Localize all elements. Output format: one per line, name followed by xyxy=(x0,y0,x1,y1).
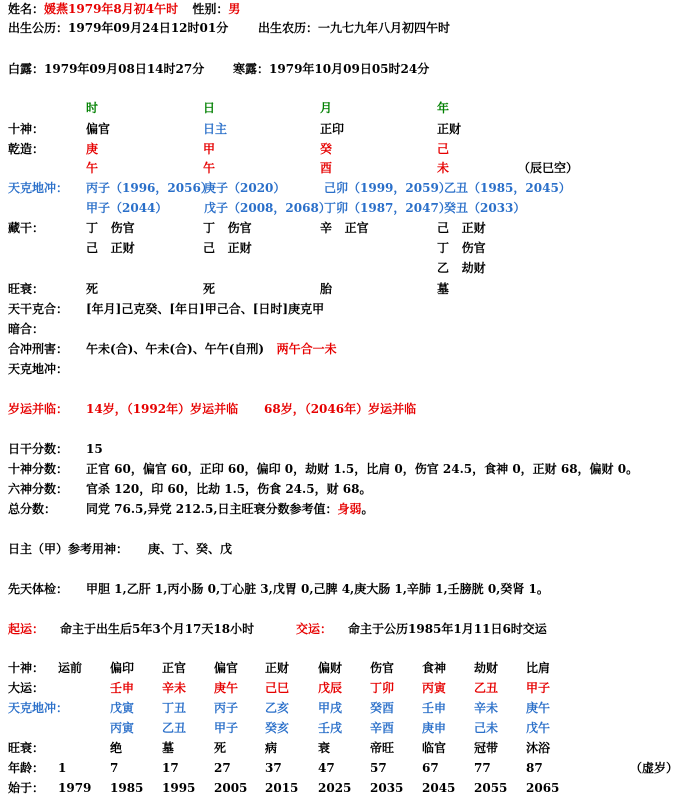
canggan-gan: 丁 xyxy=(437,241,450,255)
shishen-hour: 偏官 xyxy=(86,122,111,136)
suiyun-item: 68岁，（2046年）岁运并临 xyxy=(264,402,417,416)
canggan-year xyxy=(437,221,486,276)
canggan-day xyxy=(203,221,252,256)
dayun-start-label: 始于： xyxy=(8,781,45,795)
dayun-ganzhi-cell: 乙丑 xyxy=(474,681,499,695)
dayun-shishen-cell: 偏印 xyxy=(110,661,135,675)
dayun-shishen-cell: 劫财 xyxy=(474,661,499,675)
hechong-label: 合冲刑害： xyxy=(8,342,69,356)
suiyun-label: 岁运并临： xyxy=(8,402,69,416)
jiaoyun-label: 交运： xyxy=(296,622,333,636)
dayun-age-cell: 7 xyxy=(110,761,119,775)
tkdc-line1-item: 乙丑（1985，2045） xyxy=(444,181,571,195)
solar-label: 出生公历： xyxy=(8,21,69,35)
dayun-ganzhi-cell: 辛未 xyxy=(162,681,187,695)
dayun-ganzhi-cell: 丁卯 xyxy=(370,681,395,695)
liushen-score-label: 六神分数： xyxy=(8,482,69,496)
gender-label: 性别： xyxy=(192,2,229,16)
tiangan-value: [年月]己克癸、[年日]甲己合、[日时]庚克甲 xyxy=(86,302,325,316)
total-score-value: 同党 76.5,异党 212.5,日主旺衰分数参考值： xyxy=(86,502,338,516)
dayun-shishen-cell: 运前 xyxy=(58,661,83,675)
dayun-tkdc2-cell: 庚申 xyxy=(422,721,447,735)
canggan-shen: 伤官 xyxy=(110,221,135,235)
tkdc-line2-item: 戊子（2008，2068） xyxy=(204,201,331,215)
dayun-tkdc1-cell: 戊寅 xyxy=(110,701,135,715)
dayun-year-cell: 2055 xyxy=(474,781,508,795)
dayun-tkdc1-cell: 丁丑 xyxy=(162,701,187,715)
dayun-ganzhi-cell: 己巳 xyxy=(265,681,290,695)
dayun-tkdc1-cell: 乙亥 xyxy=(265,701,290,715)
dayun-year-cell: 2025 xyxy=(318,781,352,795)
dayun-label: 大运： xyxy=(8,681,45,695)
dayun-wangshuai-cell: 绝 xyxy=(110,741,123,755)
total-score-label: 总分数： xyxy=(8,502,57,516)
dayun-tkdc2-cell: 丙寅 xyxy=(110,721,135,735)
dayun-tkdc1-cell: 庚午 xyxy=(526,701,551,715)
canggan-gan: 辛 xyxy=(320,221,333,235)
dayun-ganzhi-cell: 甲子 xyxy=(526,681,551,695)
canggan-gan: 丁 xyxy=(203,221,216,235)
gender-value: 男 xyxy=(228,2,241,16)
dayun-tkdc1-cell: 辛未 xyxy=(474,701,499,715)
kongwang: （辰巳空） xyxy=(518,161,579,175)
dayun-age-label: 年龄： xyxy=(8,761,45,775)
anhe-label: 暗合： xyxy=(8,322,45,336)
wangshuai-month: 胎 xyxy=(320,282,333,296)
prev-term-label: 白露： xyxy=(8,62,45,76)
wangshuai-day: 死 xyxy=(203,282,216,296)
shishen-year: 正财 xyxy=(437,122,462,136)
tkdc-line2-item: 甲子（2044） xyxy=(86,201,168,215)
dayun-wangshuai-cell: 死 xyxy=(214,741,227,755)
dayun-tkdc2-cell: 壬戌 xyxy=(318,721,343,735)
dayun-year-cell: 2005 xyxy=(214,781,248,795)
shishen-label: 十神： xyxy=(8,122,45,136)
rigan-score-label: 日干分数： xyxy=(8,442,69,456)
dayun-shishen-cell: 偏财 xyxy=(318,661,343,675)
tkdc-line2-item: 丁卯（1987，2047） xyxy=(324,201,451,215)
dayun-tkdc1-cell: 癸酉 xyxy=(370,701,395,715)
dayun-ganzhi-cell: 壬申 xyxy=(110,681,135,695)
rigan-score-value: 15 xyxy=(86,442,103,456)
dayun-tkdc2-cell: 乙丑 xyxy=(162,721,187,735)
age-note: （虚岁） xyxy=(630,761,678,775)
tkdc-line1-item: 庚子（2020） xyxy=(204,181,286,195)
canggan-shen: 正财 xyxy=(110,241,135,255)
tkdc-line2-item: 癸丑（2033） xyxy=(444,201,526,215)
dayun-wangshuai-cell: 帝旺 xyxy=(370,741,395,755)
jiaoyun-value: 命主于公历1985年1月11日6时交运 xyxy=(348,622,547,636)
dayun-tkdc1-cell: 壬申 xyxy=(422,701,447,715)
canggan-shen: 正官 xyxy=(344,221,369,235)
canggan-gan: 丁 xyxy=(86,221,99,235)
dayun-ganzhi-cell: 戊辰 xyxy=(318,681,343,695)
total-score-result: 身弱 xyxy=(337,502,362,516)
canggan-shen: 劫财 xyxy=(461,261,486,275)
canggan-month xyxy=(320,221,369,236)
dayun-age-cell: 37 xyxy=(265,761,282,775)
shishen-month: 正印 xyxy=(320,122,345,136)
tkdc-line1-item: 己卯（1999，2059） xyxy=(324,181,451,195)
dayun-age-cell: 67 xyxy=(422,761,439,775)
dayun-year-cell: 2045 xyxy=(422,781,456,795)
tkdc-line1-item: 丙子（1996，2056） xyxy=(86,181,213,195)
dayun-wangshuai-cell: 衰 xyxy=(318,741,331,755)
dayun-year-cell: 2065 xyxy=(526,781,560,795)
dayun-tkdc2-cell: 甲子 xyxy=(214,721,239,735)
canggan-gan: 己 xyxy=(86,241,99,255)
tijian-value: 甲胆 1,乙肝 1,丙小肠 0,丁心脏 3,戊胃 0,己脾 4,庚大肠 1,辛肺 1,壬膀胱 0,癸肾 1。 xyxy=(86,582,549,596)
dayun-age-cell: 27 xyxy=(214,761,231,775)
dayun-shishen-cell: 正财 xyxy=(265,661,290,675)
yongshen-label: 日主（甲）参考用神： xyxy=(8,542,129,556)
dayun-age-cell: 77 xyxy=(474,761,491,775)
name-value: 媛燕1979年8月初4午时 xyxy=(44,2,179,16)
next-solar-term xyxy=(233,62,429,77)
qianzao-label: 乾造： xyxy=(8,142,45,156)
dayun-tkdc2-cell: 癸亥 xyxy=(265,721,290,735)
next-term-label: 寒露： xyxy=(233,62,270,76)
solar-value: 1979年09月24日12时01分 xyxy=(68,21,229,35)
branch-month: 酉 xyxy=(320,161,333,175)
branch-hour: 午 xyxy=(86,161,99,175)
dayun-year-cell: 2035 xyxy=(370,781,404,795)
dayun-ganzhi-cell: 庚午 xyxy=(214,681,239,695)
prev-solar-term xyxy=(8,62,204,77)
dayun-shishen-cell: 伤官 xyxy=(370,661,395,675)
stem-year: 己 xyxy=(437,142,450,156)
pillar-header-month: 月 xyxy=(320,101,333,115)
dayun-tkdc2-cell: 辛酉 xyxy=(370,721,395,735)
next-term-value: 1979年10月09日05时24分 xyxy=(269,62,430,76)
tijian-label: 先天体检： xyxy=(8,582,69,596)
qiyun-label: 起运： xyxy=(8,622,45,636)
name-label: 姓名： xyxy=(8,2,45,16)
branch-year: 未 xyxy=(437,161,450,175)
dayun-age-cell: 1 xyxy=(58,761,67,775)
dayun-shishen-cell: 偏官 xyxy=(214,661,239,675)
pillar-header-hour: 时 xyxy=(86,101,99,115)
total-score-end: 。 xyxy=(361,502,374,516)
dayun-age-cell: 57 xyxy=(370,761,387,775)
dayun-shishen-cell: 比肩 xyxy=(526,661,551,675)
wangshuai-year: 墓 xyxy=(437,282,450,296)
dayun-wangshuai-cell: 沐浴 xyxy=(526,741,551,755)
dichong-label: 天克地冲： xyxy=(8,362,69,376)
canggan-hour xyxy=(86,221,135,256)
canggan-shen: 正财 xyxy=(461,221,486,235)
shishen-score-value: 正官 60，偏官 60，正印 60，偏印 0，劫财 1.5，比肩 0，伤官 24.5，食神 0，正财 68，偏财 0。 xyxy=(86,462,639,476)
dayun-tkdc2-cell: 戊午 xyxy=(526,721,551,735)
dayun-shishen-cell: 正官 xyxy=(162,661,187,675)
lunar-value: 一九七九年八月初四午时 xyxy=(318,21,451,35)
yongshen-value: 庚、丁、癸、戊 xyxy=(148,542,233,556)
lunar-date xyxy=(258,21,450,36)
dayun-shishen-cell: 食神 xyxy=(422,661,447,675)
dayun-year-cell: 1979 xyxy=(58,781,92,795)
dayun-tkdc1-cell: 丙子 xyxy=(214,701,239,715)
liushen-score-value: 官杀 120，印 60，比劫 1.5，伤食 24.5，财 68。 xyxy=(86,482,372,496)
suiyun-item: 14岁，（1992年）岁运并临 xyxy=(86,402,239,416)
canggan-shen: 正财 xyxy=(227,241,252,255)
dayun-shishen-label: 十神： xyxy=(8,661,45,675)
prev-term-value: 1979年09月08日14时27分 xyxy=(44,62,205,76)
dayun-age-cell: 87 xyxy=(526,761,543,775)
shishen-day: 日主 xyxy=(203,122,228,136)
canggan-label: 藏干： xyxy=(8,221,45,235)
dayun-wangshuai-cell: 墓 xyxy=(162,741,175,755)
canggan-gan: 乙 xyxy=(437,261,450,275)
branch-day: 午 xyxy=(203,161,216,175)
total-score xyxy=(86,502,374,517)
lunar-label: 出生农历： xyxy=(258,21,319,35)
pillar-header-year: 年 xyxy=(437,101,450,115)
dayun-wangshuai-label: 旺衰： xyxy=(8,741,45,755)
canggan-shen: 伤官 xyxy=(461,241,486,255)
dayun-tkdc2-cell: 己未 xyxy=(474,721,499,735)
solar-date xyxy=(8,21,228,36)
dayun-age-cell: 47 xyxy=(318,761,335,775)
tiangan-label: 天干克合： xyxy=(8,302,69,316)
stem-day: 甲 xyxy=(203,142,216,156)
dayun-ganzhi-cell: 丙寅 xyxy=(422,681,447,695)
pillar-header-day: 日 xyxy=(203,101,216,115)
qiyun-value: 命主于出生后5年3个月17天18小时 xyxy=(60,622,255,636)
dayun-wangshuai-cell: 冠带 xyxy=(474,741,499,755)
stem-hour: 庚 xyxy=(86,142,99,156)
stem-month: 癸 xyxy=(320,142,333,156)
wangshuai-hour: 死 xyxy=(86,282,99,296)
dayun-year-cell: 1995 xyxy=(162,781,196,795)
canggan-gan: 己 xyxy=(203,241,216,255)
wangshuai-label: 旺衰： xyxy=(8,282,45,296)
dayun-age-cell: 17 xyxy=(162,761,179,775)
hechong-note: 两午合一未 xyxy=(276,342,337,356)
dayun-wangshuai-cell: 临官 xyxy=(422,741,447,755)
dayun-year-cell: 2015 xyxy=(265,781,299,795)
dayun-wangshuai-cell: 病 xyxy=(265,741,278,755)
hechong-value xyxy=(86,342,337,357)
canggan-shen: 伤官 xyxy=(227,221,252,235)
dayun-year-cell: 1985 xyxy=(110,781,144,795)
tkdc-label: 天克地冲： xyxy=(8,181,69,195)
name-row xyxy=(8,2,240,17)
hechong-text: 午未(合)、午未(合)、午午(自刑) xyxy=(86,342,265,356)
shishen-score-label: 十神分数： xyxy=(8,462,69,476)
canggan-gan: 己 xyxy=(437,221,450,235)
dayun-tkdc1-cell: 甲戌 xyxy=(318,701,343,715)
dayun-tkdc-label: 天克地冲： xyxy=(8,701,69,715)
